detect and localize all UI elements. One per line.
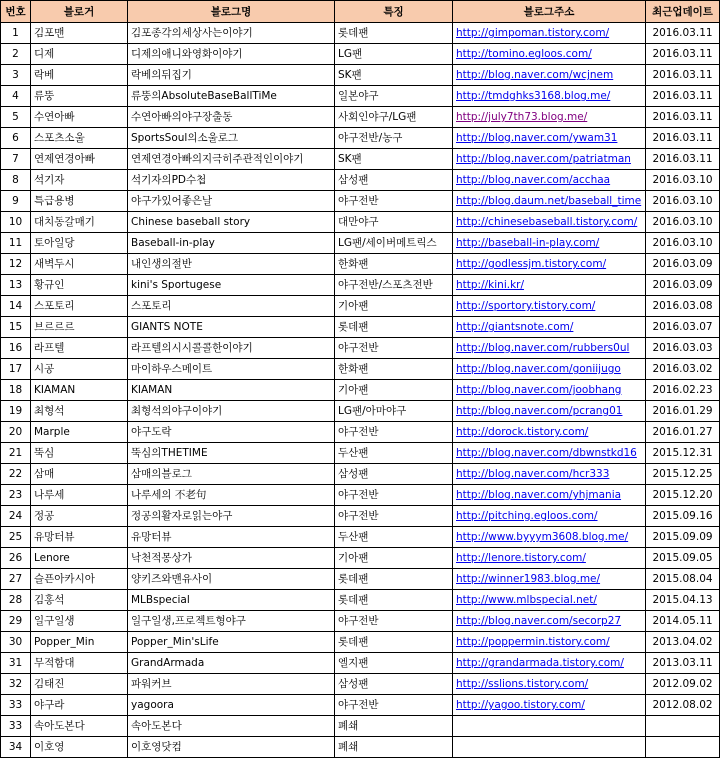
row-blog-name: 정공의활자로읽는야구 <box>128 506 335 527</box>
row-number: 12 <box>1 254 31 275</box>
table-row <box>1 422 720 443</box>
row-blog-name: GIANTS NOTE <box>128 317 335 338</box>
row-blogger: 토아일당 <box>31 233 128 254</box>
row-blogger: 김포맨 <box>31 23 128 44</box>
row-feature: 기아팬 <box>335 380 453 401</box>
row-blog-url-cell <box>453 212 646 233</box>
row-last-update <box>646 716 720 737</box>
row-feature: SK팬 <box>335 65 453 86</box>
row-number: 33 <box>1 716 31 737</box>
row-blogger: 브르르르 <box>31 317 128 338</box>
row-last-update: 2015.09.16 <box>646 506 720 527</box>
table-row <box>1 170 720 191</box>
row-number: 13 <box>1 275 31 296</box>
row-number: 21 <box>1 443 31 464</box>
row-feature: 두산팬 <box>335 443 453 464</box>
row-blog-url-cell <box>453 674 646 695</box>
row-number: 29 <box>1 611 31 632</box>
row-last-update: 2015.09.05 <box>646 548 720 569</box>
row-last-update: 2012.09.02 <box>646 674 720 695</box>
table-row <box>1 23 720 44</box>
row-blogger: 라프텔 <box>31 338 128 359</box>
row-blog-url-cell <box>453 296 646 317</box>
row-blog-url-cell <box>453 233 646 254</box>
row-number: 6 <box>1 128 31 149</box>
row-number: 27 <box>1 569 31 590</box>
blog-url-link[interactable]: http://sslions.tistory.com/ <box>456 678 589 690</box>
blog-url-link[interactable]: http://yagoo.tistory.com/ <box>456 699 585 711</box>
blog-url-link[interactable]: http://sportory.tistory.com/ <box>456 300 596 312</box>
row-blog-name: 삼매의블로그 <box>128 464 335 485</box>
row-last-update: 2014.05.11 <box>646 611 720 632</box>
row-blog-url-cell <box>453 569 646 590</box>
blog-url-link[interactable]: http://lenore.tistory.com/ <box>456 552 586 564</box>
row-last-update: 2015.12.20 <box>646 485 720 506</box>
row-blog-name: 야구가있어좋은날 <box>128 191 335 212</box>
row-blog-name: KIAMAN <box>128 380 335 401</box>
row-last-update: 2016.03.08 <box>646 296 720 317</box>
row-blog-url-cell <box>453 86 646 107</box>
row-blog-url-cell <box>453 254 646 275</box>
row-last-update: 2016.03.11 <box>646 149 720 170</box>
row-number: 10 <box>1 212 31 233</box>
col-header-blog-url: 블로그주소 <box>453 1 646 23</box>
table-row <box>1 191 720 212</box>
row-blog-name: 파워커브 <box>128 674 335 695</box>
blog-url-link[interactable]: http://poppermin.tistory.com/ <box>456 636 610 648</box>
row-feature: 기아팬 <box>335 296 453 317</box>
blog-url-link[interactable]: http://blog.naver.com/wcjnem <box>456 69 614 81</box>
row-number: 25 <box>1 527 31 548</box>
blog-url-link[interactable]: http://blog.naver.com/secorp27 <box>456 615 622 627</box>
row-blog-url-cell <box>453 191 646 212</box>
row-number: 9 <box>1 191 31 212</box>
table-row <box>1 128 720 149</box>
table-row <box>1 737 720 758</box>
row-blog-name: 류뚱의AbsoluteBaseBallTiMe <box>128 86 335 107</box>
row-blog-url-cell <box>453 65 646 86</box>
row-last-update: 2016.03.10 <box>646 233 720 254</box>
table-row <box>1 485 720 506</box>
row-last-update: 2013.04.02 <box>646 632 720 653</box>
row-last-update: 2016.03.09 <box>646 254 720 275</box>
row-blogger: 스포츠소울 <box>31 128 128 149</box>
blog-url-link[interactable]: http://pitching.egloos.com/ <box>456 510 598 522</box>
row-blog-url-cell <box>453 149 646 170</box>
row-last-update: 2016.02.23 <box>646 380 720 401</box>
col-header-blog-name: 블로그명 <box>128 1 335 23</box>
row-number: 19 <box>1 401 31 422</box>
row-last-update: 2015.12.25 <box>646 464 720 485</box>
row-blog-url-cell <box>453 338 646 359</box>
row-number: 3 <box>1 65 31 86</box>
blog-url-link[interactable]: http://blog.naver.com/yhjmania <box>456 489 622 501</box>
row-blog-url-cell <box>453 44 646 65</box>
row-feature: LG팬/아마야구 <box>335 401 453 422</box>
row-blog-url-cell <box>453 695 646 716</box>
blog-url-link[interactable]: http://blog.naver.com/pcrang01 <box>456 405 623 417</box>
row-feature: 야구전반 <box>335 422 453 443</box>
row-last-update: 2016.03.11 <box>646 86 720 107</box>
row-feature: 롯데팬 <box>335 590 453 611</box>
row-blogger: 특급용병 <box>31 191 128 212</box>
row-blogger: 류뚱 <box>31 86 128 107</box>
table-row <box>1 569 720 590</box>
row-blog-name: Chinese baseball story <box>128 212 335 233</box>
row-blogger: Popper_Min <box>31 632 128 653</box>
blog-url-link[interactable]: http://blog.naver.com/goniijugo <box>456 363 621 375</box>
row-number: 22 <box>1 464 31 485</box>
row-number: 4 <box>1 86 31 107</box>
row-blogger: 스포토리 <box>31 296 128 317</box>
row-last-update: 2016.03.02 <box>646 359 720 380</box>
blog-url-link[interactable]: http://tmdghks3168.blog.me/ <box>456 90 611 102</box>
col-header-blogger: 블로거 <box>31 1 128 23</box>
blog-url-link[interactable]: http://winner1983.blog.me/ <box>456 573 601 585</box>
row-feature: 야구전반 <box>335 611 453 632</box>
row-number: 24 <box>1 506 31 527</box>
row-blog-name: 내인생의절반 <box>128 254 335 275</box>
row-blog-name: 이호영닷컴 <box>128 737 335 758</box>
row-feature: 롯데팬 <box>335 23 453 44</box>
row-blogger: 최형석 <box>31 401 128 422</box>
row-blog-url-cell <box>453 422 646 443</box>
row-blog-url-cell <box>453 401 646 422</box>
row-blog-name: 유망터뷰 <box>128 527 335 548</box>
table-body <box>1 23 720 758</box>
row-blog-name: 스포토리 <box>128 296 335 317</box>
table-row <box>1 674 720 695</box>
row-blogger: 무적함대 <box>31 653 128 674</box>
row-blog-url-cell <box>453 107 646 128</box>
row-last-update: 2016.03.10 <box>646 212 720 233</box>
table-row <box>1 233 720 254</box>
row-blogger: 유망터뷰 <box>31 527 128 548</box>
row-feature: 두산팬 <box>335 527 453 548</box>
row-number: 33 <box>1 695 31 716</box>
row-blog-name: 수연아빠의야구장출동 <box>128 107 335 128</box>
row-number: 7 <box>1 149 31 170</box>
row-blog-name: 최형석의야구이야기 <box>128 401 335 422</box>
row-feature: LG팬/세이버메트릭스 <box>335 233 453 254</box>
row-feature: 야구전반 <box>335 506 453 527</box>
row-feature: 폐쇄 <box>335 737 453 758</box>
table-row <box>1 296 720 317</box>
row-number: 28 <box>1 590 31 611</box>
blog-url-link[interactable]: http://kini.kr/ <box>456 279 525 291</box>
table-row <box>1 443 720 464</box>
row-blog-name: SportsSoul의소울로그 <box>128 128 335 149</box>
table-row <box>1 107 720 128</box>
blog-url-link[interactable]: http://blog.naver.com/dbwnstkd16 <box>456 447 637 459</box>
row-last-update: 2016.03.11 <box>646 44 720 65</box>
row-blog-url-cell <box>453 632 646 653</box>
row-number: 18 <box>1 380 31 401</box>
row-blogger: 나루세 <box>31 485 128 506</box>
row-blog-url-cell <box>453 485 646 506</box>
table-row <box>1 548 720 569</box>
row-blog-name: 나루세의 不老句 <box>128 485 335 506</box>
row-feature: 롯데팬 <box>335 317 453 338</box>
row-blogger: 일구일생 <box>31 611 128 632</box>
blog-url-link[interactable]: http://july7th73.blog.me/ <box>456 111 588 123</box>
row-feature: 삼성팬 <box>335 674 453 695</box>
row-blogger: 김태진 <box>31 674 128 695</box>
row-feature: 일본야구 <box>335 86 453 107</box>
row-blog-name: 김포종각의세상사는이야기 <box>128 23 335 44</box>
table-row <box>1 212 720 233</box>
row-number: 30 <box>1 632 31 653</box>
row-blog-url-cell <box>453 506 646 527</box>
row-blog-name: Popper_Min'sLife <box>128 632 335 653</box>
row-blogger: 수연아빠 <box>31 107 128 128</box>
table-row <box>1 44 720 65</box>
row-last-update: 2016.03.11 <box>646 65 720 86</box>
table-row <box>1 716 720 737</box>
row-blog-name: 라프텔의시시콜콜한이야기 <box>128 338 335 359</box>
col-header-feature: 특징 <box>335 1 453 23</box>
row-blog-url-cell <box>453 317 646 338</box>
row-blog-name: 양키즈와맨유사이 <box>128 569 335 590</box>
blog-url-link[interactable]: http://blog.naver.com/rubbers0ul <box>456 342 630 354</box>
row-last-update: 2016.03.09 <box>646 275 720 296</box>
row-number: 15 <box>1 317 31 338</box>
row-feature: 야구전반 <box>335 191 453 212</box>
row-number: 14 <box>1 296 31 317</box>
row-last-update <box>646 737 720 758</box>
row-last-update: 2015.12.31 <box>646 443 720 464</box>
row-blog-name: MLBspecial <box>128 590 335 611</box>
row-number: 5 <box>1 107 31 128</box>
blog-url-link[interactable]: http://www.byyym3608.blog.me/ <box>456 531 629 543</box>
blog-url-link[interactable]: http://blog.naver.com/ywam31 <box>456 132 618 144</box>
row-blog-url-cell <box>453 527 646 548</box>
row-blog-url-cell <box>453 653 646 674</box>
row-last-update: 2016.03.03 <box>646 338 720 359</box>
row-blog-name: 일구일생,프로젝트형야구 <box>128 611 335 632</box>
row-blog-name: 디제의애니와영화이야기 <box>128 44 335 65</box>
blog-url-link[interactable]: http://chinesebaseball.tistory.com/ <box>456 216 638 228</box>
row-blogger: 디제 <box>31 44 128 65</box>
row-blogger: 삼매 <box>31 464 128 485</box>
table-row <box>1 506 720 527</box>
row-blogger: 시공 <box>31 359 128 380</box>
row-feature: 야구전반/농구 <box>335 128 453 149</box>
row-blogger: 이호영 <box>31 737 128 758</box>
row-blogger: Marple <box>31 422 128 443</box>
table-row <box>1 611 720 632</box>
row-number: 2 <box>1 44 31 65</box>
row-last-update: 2013.03.11 <box>646 653 720 674</box>
blog-url-link[interactable]: http://blog.naver.com/hcr333 <box>456 468 610 480</box>
row-blog-name: 뚝심의THETIME <box>128 443 335 464</box>
row-feature: 한화팬 <box>335 359 453 380</box>
row-last-update: 2016.03.10 <box>646 170 720 191</box>
row-blog-name: 속아도본다 <box>128 716 335 737</box>
table-row <box>1 149 720 170</box>
row-blogger: 김홍석 <box>31 590 128 611</box>
row-feature: 롯데팬 <box>335 632 453 653</box>
table-row <box>1 317 720 338</box>
row-feature: 야구전반/스포츠전반 <box>335 275 453 296</box>
row-number: 26 <box>1 548 31 569</box>
row-feature: 한화팬 <box>335 254 453 275</box>
row-blogger: 락베 <box>31 65 128 86</box>
blog-url-link[interactable]: http://blog.daum.net/baseball_time <box>456 195 642 207</box>
blog-url-link[interactable]: http://blog.naver.com/joobhang <box>456 384 622 396</box>
row-feature: 롯데팬 <box>335 569 453 590</box>
row-blog-name: 낙천적몽상가 <box>128 548 335 569</box>
row-feature: 야구전반 <box>335 338 453 359</box>
row-blog-name: 락베의뒤집기 <box>128 65 335 86</box>
table-row <box>1 464 720 485</box>
row-blog-url-cell <box>453 23 646 44</box>
row-blogger: 슬픈아카시아 <box>31 569 128 590</box>
blog-url-link[interactable]: http://grandarmada.tistory.com/ <box>456 657 624 669</box>
blog-url-link[interactable]: http://blog.naver.com/acchaa <box>456 174 611 186</box>
row-last-update: 2015.09.09 <box>646 527 720 548</box>
row-feature: 사회인야구/LG팬 <box>335 107 453 128</box>
row-blog-name: 석기자의PD수첩 <box>128 170 335 191</box>
row-feature: 기아팬 <box>335 548 453 569</box>
row-number: 16 <box>1 338 31 359</box>
row-last-update: 2016.01.27 <box>646 422 720 443</box>
row-blog-url-cell <box>453 128 646 149</box>
row-blog-url-cell <box>453 590 646 611</box>
row-last-update: 2015.04.13 <box>646 590 720 611</box>
blog-url-link[interactable]: http://www.mlbspecial.net/ <box>456 594 597 606</box>
row-number: 32 <box>1 674 31 695</box>
col-header-last-update: 최근업데이트 <box>646 1 720 23</box>
row-last-update: 2015.08.04 <box>646 569 720 590</box>
row-blog-url <box>453 737 646 758</box>
table-row <box>1 275 720 296</box>
row-feature: 엘지팬 <box>335 653 453 674</box>
row-number: 34 <box>1 737 31 758</box>
row-blogger: KIAMAN <box>31 380 128 401</box>
row-feature: 폐쇄 <box>335 716 453 737</box>
row-blogger: Lenore <box>31 548 128 569</box>
table-row <box>1 359 720 380</box>
table-row <box>1 527 720 548</box>
row-number: 17 <box>1 359 31 380</box>
blog-url-link[interactable]: http://godlessjm.tistory.com/ <box>456 258 607 270</box>
row-blog-url <box>453 716 646 737</box>
row-blogger: 황규인 <box>31 275 128 296</box>
row-feature: 대만야구 <box>335 212 453 233</box>
row-blogger: 새벽두시 <box>31 254 128 275</box>
row-blogger: 연제연경아빠 <box>31 149 128 170</box>
row-blog-name: 연제연경아빠의지극히주관적인이야기 <box>128 149 335 170</box>
row-blogger: 속아도본다 <box>31 716 128 737</box>
table-row <box>1 632 720 653</box>
row-feature: 삼성팬 <box>335 464 453 485</box>
row-blogger: 석기자 <box>31 170 128 191</box>
row-number: 8 <box>1 170 31 191</box>
blog-url-link[interactable]: http://gimpoman.tistory.com/ <box>456 27 610 39</box>
blog-url-link[interactable]: http://tomino.egloos.com/ <box>456 48 592 60</box>
row-blog-name: yagoora <box>128 695 335 716</box>
row-last-update: 2016.03.11 <box>646 128 720 149</box>
row-blog-name: kini's Sportugese <box>128 275 335 296</box>
row-number: 23 <box>1 485 31 506</box>
table-row <box>1 380 720 401</box>
row-blog-url-cell <box>453 611 646 632</box>
row-last-update: 2016.03.11 <box>646 23 720 44</box>
table-row <box>1 86 720 107</box>
row-last-update: 2016.03.11 <box>646 107 720 128</box>
row-blog-name: 야구도락 <box>128 422 335 443</box>
row-blog-url-cell <box>453 548 646 569</box>
row-blog-name: Baseball-in-play <box>128 233 335 254</box>
table-row <box>1 695 720 716</box>
row-feature: SK팬 <box>335 149 453 170</box>
row-number: 31 <box>1 653 31 674</box>
row-blog-name: GrandArmada <box>128 653 335 674</box>
row-blogger: 정공 <box>31 506 128 527</box>
blog-url-link[interactable]: http://blog.naver.com/patriatman <box>456 153 631 165</box>
blog-url-link[interactable]: http://giantsnote.com/ <box>456 321 574 333</box>
row-feature: 삼성팬 <box>335 170 453 191</box>
col-header-number: 번호 <box>1 1 31 23</box>
row-number: 20 <box>1 422 31 443</box>
header-row <box>1 1 720 23</box>
table-row <box>1 254 720 275</box>
row-feature: 야구전반 <box>335 695 453 716</box>
row-blogger: 뚝심 <box>31 443 128 464</box>
row-blog-url-cell <box>453 443 646 464</box>
row-blog-url-cell <box>453 359 646 380</box>
row-blog-url-cell <box>453 380 646 401</box>
row-number: 1 <box>1 23 31 44</box>
row-last-update: 2016.03.10 <box>646 191 720 212</box>
row-number: 11 <box>1 233 31 254</box>
row-feature: 야구전반 <box>335 485 453 506</box>
row-blog-url-cell <box>453 275 646 296</box>
row-last-update: 2016.01.29 <box>646 401 720 422</box>
row-blog-url-cell <box>453 464 646 485</box>
row-feature: LG팬 <box>335 44 453 65</box>
row-blogger: 야구라 <box>31 695 128 716</box>
table-row <box>1 65 720 86</box>
blog-url-link[interactable]: http://baseball-in-play.com/ <box>456 237 600 249</box>
row-last-update: 2012.08.02 <box>646 695 720 716</box>
table-row <box>1 401 720 422</box>
table-row <box>1 590 720 611</box>
table-row <box>1 653 720 674</box>
row-blog-url-cell <box>453 170 646 191</box>
row-blogger: 대치동갈매기 <box>31 212 128 233</box>
row-last-update: 2016.03.07 <box>646 317 720 338</box>
row-blog-name: 마이하우스메이트 <box>128 359 335 380</box>
table-row <box>1 338 720 359</box>
blog-url-link[interactable]: http://dorock.tistory.com/ <box>456 426 589 438</box>
